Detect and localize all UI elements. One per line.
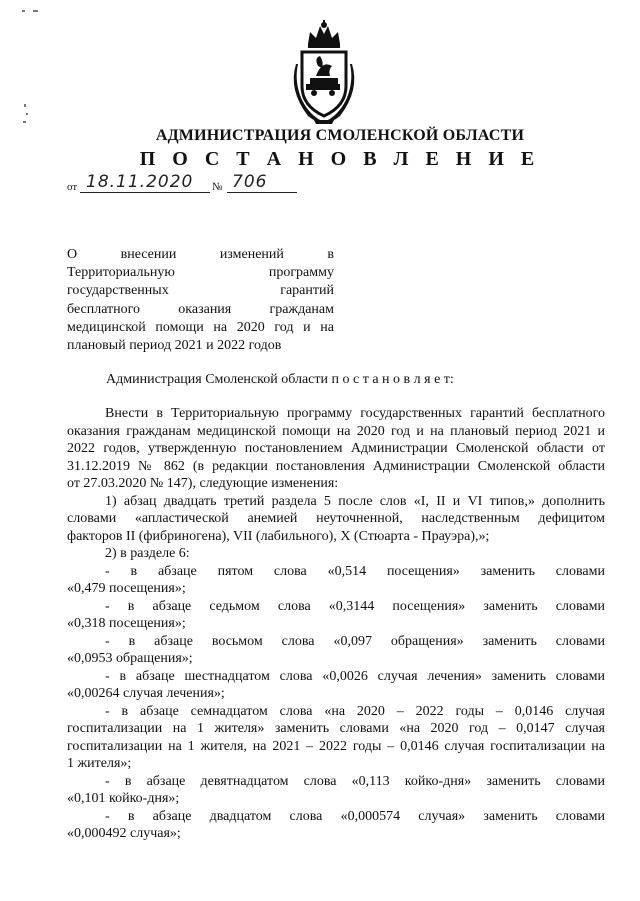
body-line: «0,101 койко-дня»;: [67, 791, 180, 806]
subject-line: медицинской помощи на 2020 год и на: [67, 319, 334, 335]
body-line: оказания гражданам медицинской помощи на 2020 год и на плановый период 2021 и: [67, 423, 605, 439]
body-line: словами «апластической анемией неуточненной, наследственным дефицитом: [67, 511, 605, 526]
body-line: госпитализации на 1 жителя, на 2021 – 2022 годы – 0,0146 случая госпитализации на: [67, 738, 605, 754]
body-line: от 27.03.2020 № 147), следующие изменения:: [67, 476, 339, 491]
body-line: 1) абзац двадцать третий раздела 5 после слов «I, II и VI типов,» дополнить: [105, 493, 605, 509]
body-line: «0,479 посещения»;: [67, 581, 186, 596]
scan-speck: [23, 121, 26, 123]
body-line: «0,00264 случая лечения»;: [67, 686, 225, 701]
body-line: «0,0953 обращения»;: [67, 651, 193, 666]
preamble: Администрация Смоленской области п о с т а н о в л я е т:: [106, 372, 454, 387]
document-subject: [67, 246, 334, 355]
body-line: госпитализации на 1 жителя» заменить словами «на 2020 год – 0,0147 случая: [67, 721, 605, 736]
date-label: от: [67, 181, 78, 193]
body-line: «0,318 посещения»;: [67, 616, 186, 631]
document-body: [67, 405, 605, 843]
scan-speck: [24, 104, 26, 107]
handwritten-date: 18.11.2020: [86, 172, 194, 192]
date-underline: [80, 192, 210, 193]
handwritten-number: 706: [232, 172, 268, 192]
body-line: - в абзаце восьмом слова «0,097 обращения» заменить словами: [105, 633, 605, 649]
body-line: - в абзаце шестнадцатом слова «0,0026 случая лечения» заменить словами: [105, 668, 605, 684]
document-type-title: П О С Т А Н О В Л Е Н И Е: [139, 148, 541, 170]
number-label: №: [212, 181, 223, 193]
subject-line: плановый период 2021 и 2022 годов: [67, 338, 282, 354]
scan-speck: [33, 10, 38, 12]
organization-name: АДМИНИСТРАЦИЯ СМОЛЕНСКОЙ ОБЛАСТИ: [155, 127, 525, 144]
body-line: факторов II (фибриногена), VII (лабильного), X (Стюарта - Прауэра),»;: [67, 528, 490, 544]
body-line: 31.12.2019 № 862 (в редакции постановления Администрации Смоленской области: [67, 458, 605, 474]
body-line: - в абзаце седьмом слова «0,3144 посещения» заменить словами: [105, 598, 605, 614]
subject-line: бесплатного оказания гражданам: [67, 301, 334, 317]
body-line: 2022 годов, утвержденную постановлением Администрации Смоленской области от: [67, 441, 605, 456]
body-line: - в абзаце двадцатом слова «0,000574 случая» заменить словами: [105, 808, 605, 824]
body-line: Внести в Территориальную программу государственных гарантий бесплатного: [105, 406, 605, 421]
body-line: 1 жителя»;: [67, 756, 132, 771]
body-line: - в абзаце семнадцатом слова «на 2020 – 2022 годы – 0,0146 случая: [105, 703, 605, 719]
scan-speck: [26, 113, 28, 115]
number-underline: [227, 192, 297, 193]
coat-of-arms-emblem: [284, 20, 364, 126]
body-line: 2) в разделе 6:: [105, 546, 190, 561]
body-line: - в абзаце пятом слова «0,514 посещения» заменить словами: [105, 563, 605, 579]
body-line: «0,000492 случая»;: [67, 826, 181, 841]
subject-line: О внесении изменений в: [67, 247, 334, 262]
subject-line: государственных гарантий: [67, 283, 334, 299]
scan-speck: [22, 10, 25, 12]
body-line: - в абзаце девятнадцатом слова «0,113 койко-дня» заменить словами: [105, 773, 605, 789]
subject-line: Территориальную программу: [67, 265, 334, 281]
